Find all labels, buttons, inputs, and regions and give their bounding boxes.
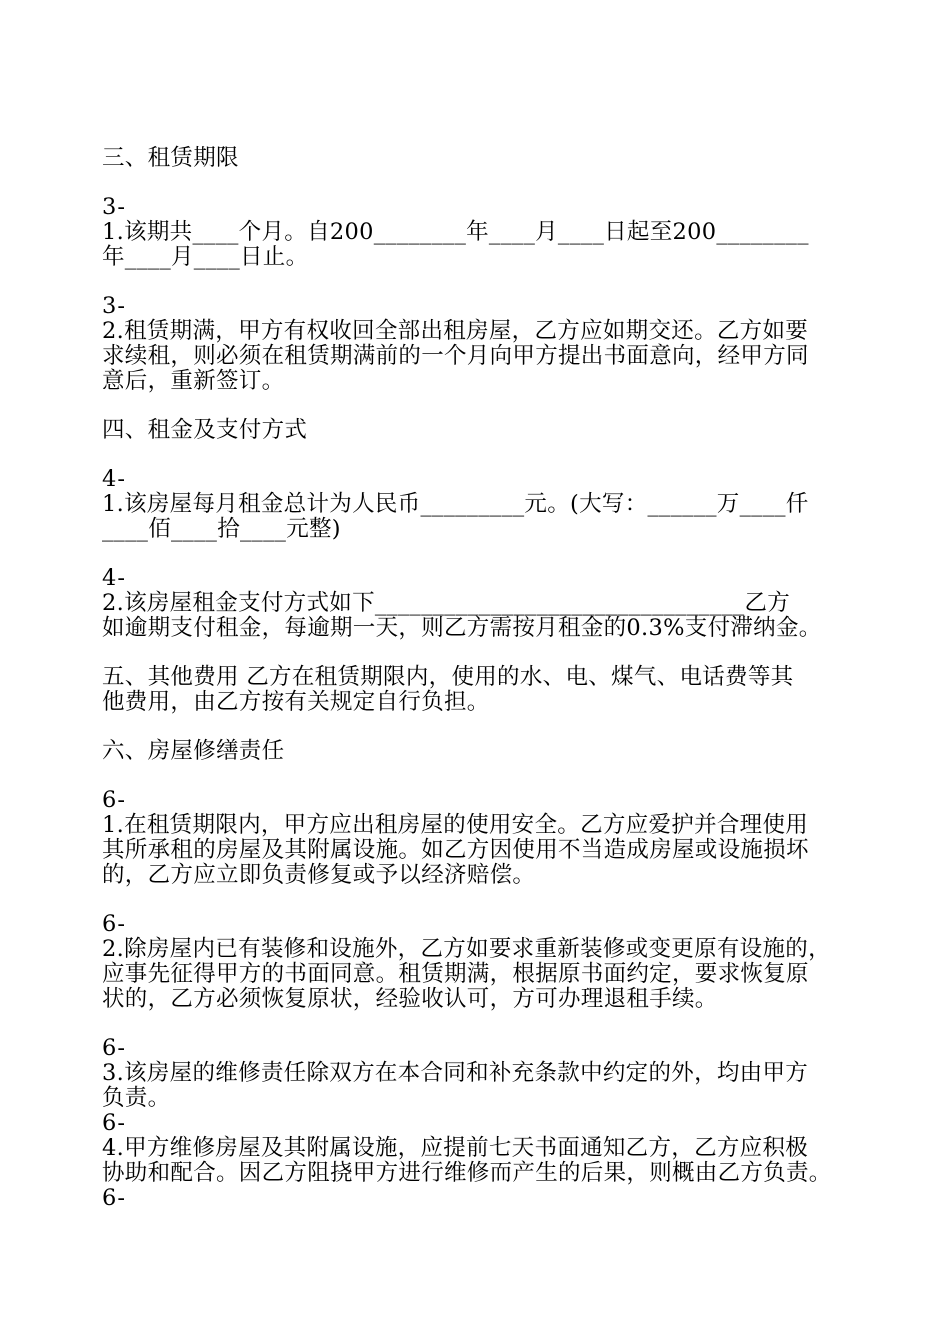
clause-4-1-line-2: ____佰____拾____元整): [102, 516, 341, 542]
clause-6-4-line-1: 4.甲方维修房屋及其附属设施，应提前七天书面通知乙方，乙方应积极: [102, 1135, 809, 1161]
clause-6-3-line-1: 3.该房屋的维修责任除双方在本合同和补充条款中约定的外，均由甲方: [102, 1060, 809, 1086]
section-5-line-2: 他费用，由乙方按有关规定自行负担。: [102, 689, 490, 715]
clause-6-2-line-1: 2.除房屋内已有装修和设施外，乙方如要求重新装修或变更原有设施的，: [102, 936, 831, 962]
clause-4-2-line-1: 2.该房屋租金支付方式如下________________________________乙方: [102, 590, 791, 616]
clause-3-2-number: 3-: [102, 293, 126, 319]
section-3-title: 三、租赁期限: [102, 145, 239, 171]
clause-4-1-number: 4-: [102, 466, 126, 492]
section-6-title: 六、房屋修缮责任: [102, 738, 285, 764]
clause-3-2-line-2: 求续租，则必须在租赁期满前的一个月向甲方提出书面意向，经甲方同: [102, 343, 809, 369]
clause-6-4-line-2: 协助和配合。因乙方阻挠甲方进行维修而产生的后果，则概由乙方负责。: [102, 1160, 832, 1186]
clause-6-5-number: 6-: [102, 1185, 126, 1211]
document-page: [102, 146, 862, 1211]
clause-6-3-line-2: 负责。: [102, 1085, 171, 1111]
clause-6-1-line-1: 1.在租赁期限内，甲方应出租房屋的使用安全。乙方应爱护并合理使用: [102, 812, 809, 838]
section-5-line-1: 五、其他费用 乙方在租赁期限内，使用的水、电、煤气、电话费等其: [102, 664, 794, 690]
section-4-title: 四、租金及支付方式: [102, 417, 308, 443]
clause-3-1-line-1: 1.该期共____个月。自200________年____月____日起至200________: [102, 219, 809, 245]
clause-6-2-line-2: 应事先征得甲方的书面同意。租赁期满，根据原书面约定，要求恢复原: [102, 961, 809, 987]
clause-6-2-line-3: 状的，乙方必须恢复原状，经验收认可，方可办理退租手续。: [102, 986, 718, 1012]
clause-6-1-line-2: 其所承租的房屋及其附属设施。如乙方因使用不当造成房屋或设施损坏: [102, 837, 809, 863]
clause-4-2-line-2: 如逾期支付租金，每逾期一天，则乙方需按月租金的0.3%支付滞纳金。: [102, 615, 822, 641]
clause-6-1-number: 6-: [102, 787, 126, 813]
clause-4-1-line-1: 1.该房屋每月租金总计为人民币_________元。(大写：______万____仟: [102, 491, 809, 517]
clause-4-2-number: 4-: [102, 565, 126, 591]
clause-6-4-number: 6-: [102, 1110, 126, 1136]
clause-3-1-line-2: 年____月____日止。: [102, 244, 309, 270]
clause-6-1-line-3: 的，乙方应立即负责修复或予以经济赔偿。: [102, 862, 536, 888]
clause-6-2-number: 6-: [102, 911, 126, 937]
clause-3-2-line-1: 2.租赁期满，甲方有权收回全部出租房屋，乙方应如期交还。乙方如要: [102, 318, 809, 344]
clause-3-1-number: 3-: [102, 194, 126, 220]
clause-6-3-number: 6-: [102, 1035, 126, 1061]
clause-3-2-line-3: 意后，重新签订。: [102, 368, 285, 394]
